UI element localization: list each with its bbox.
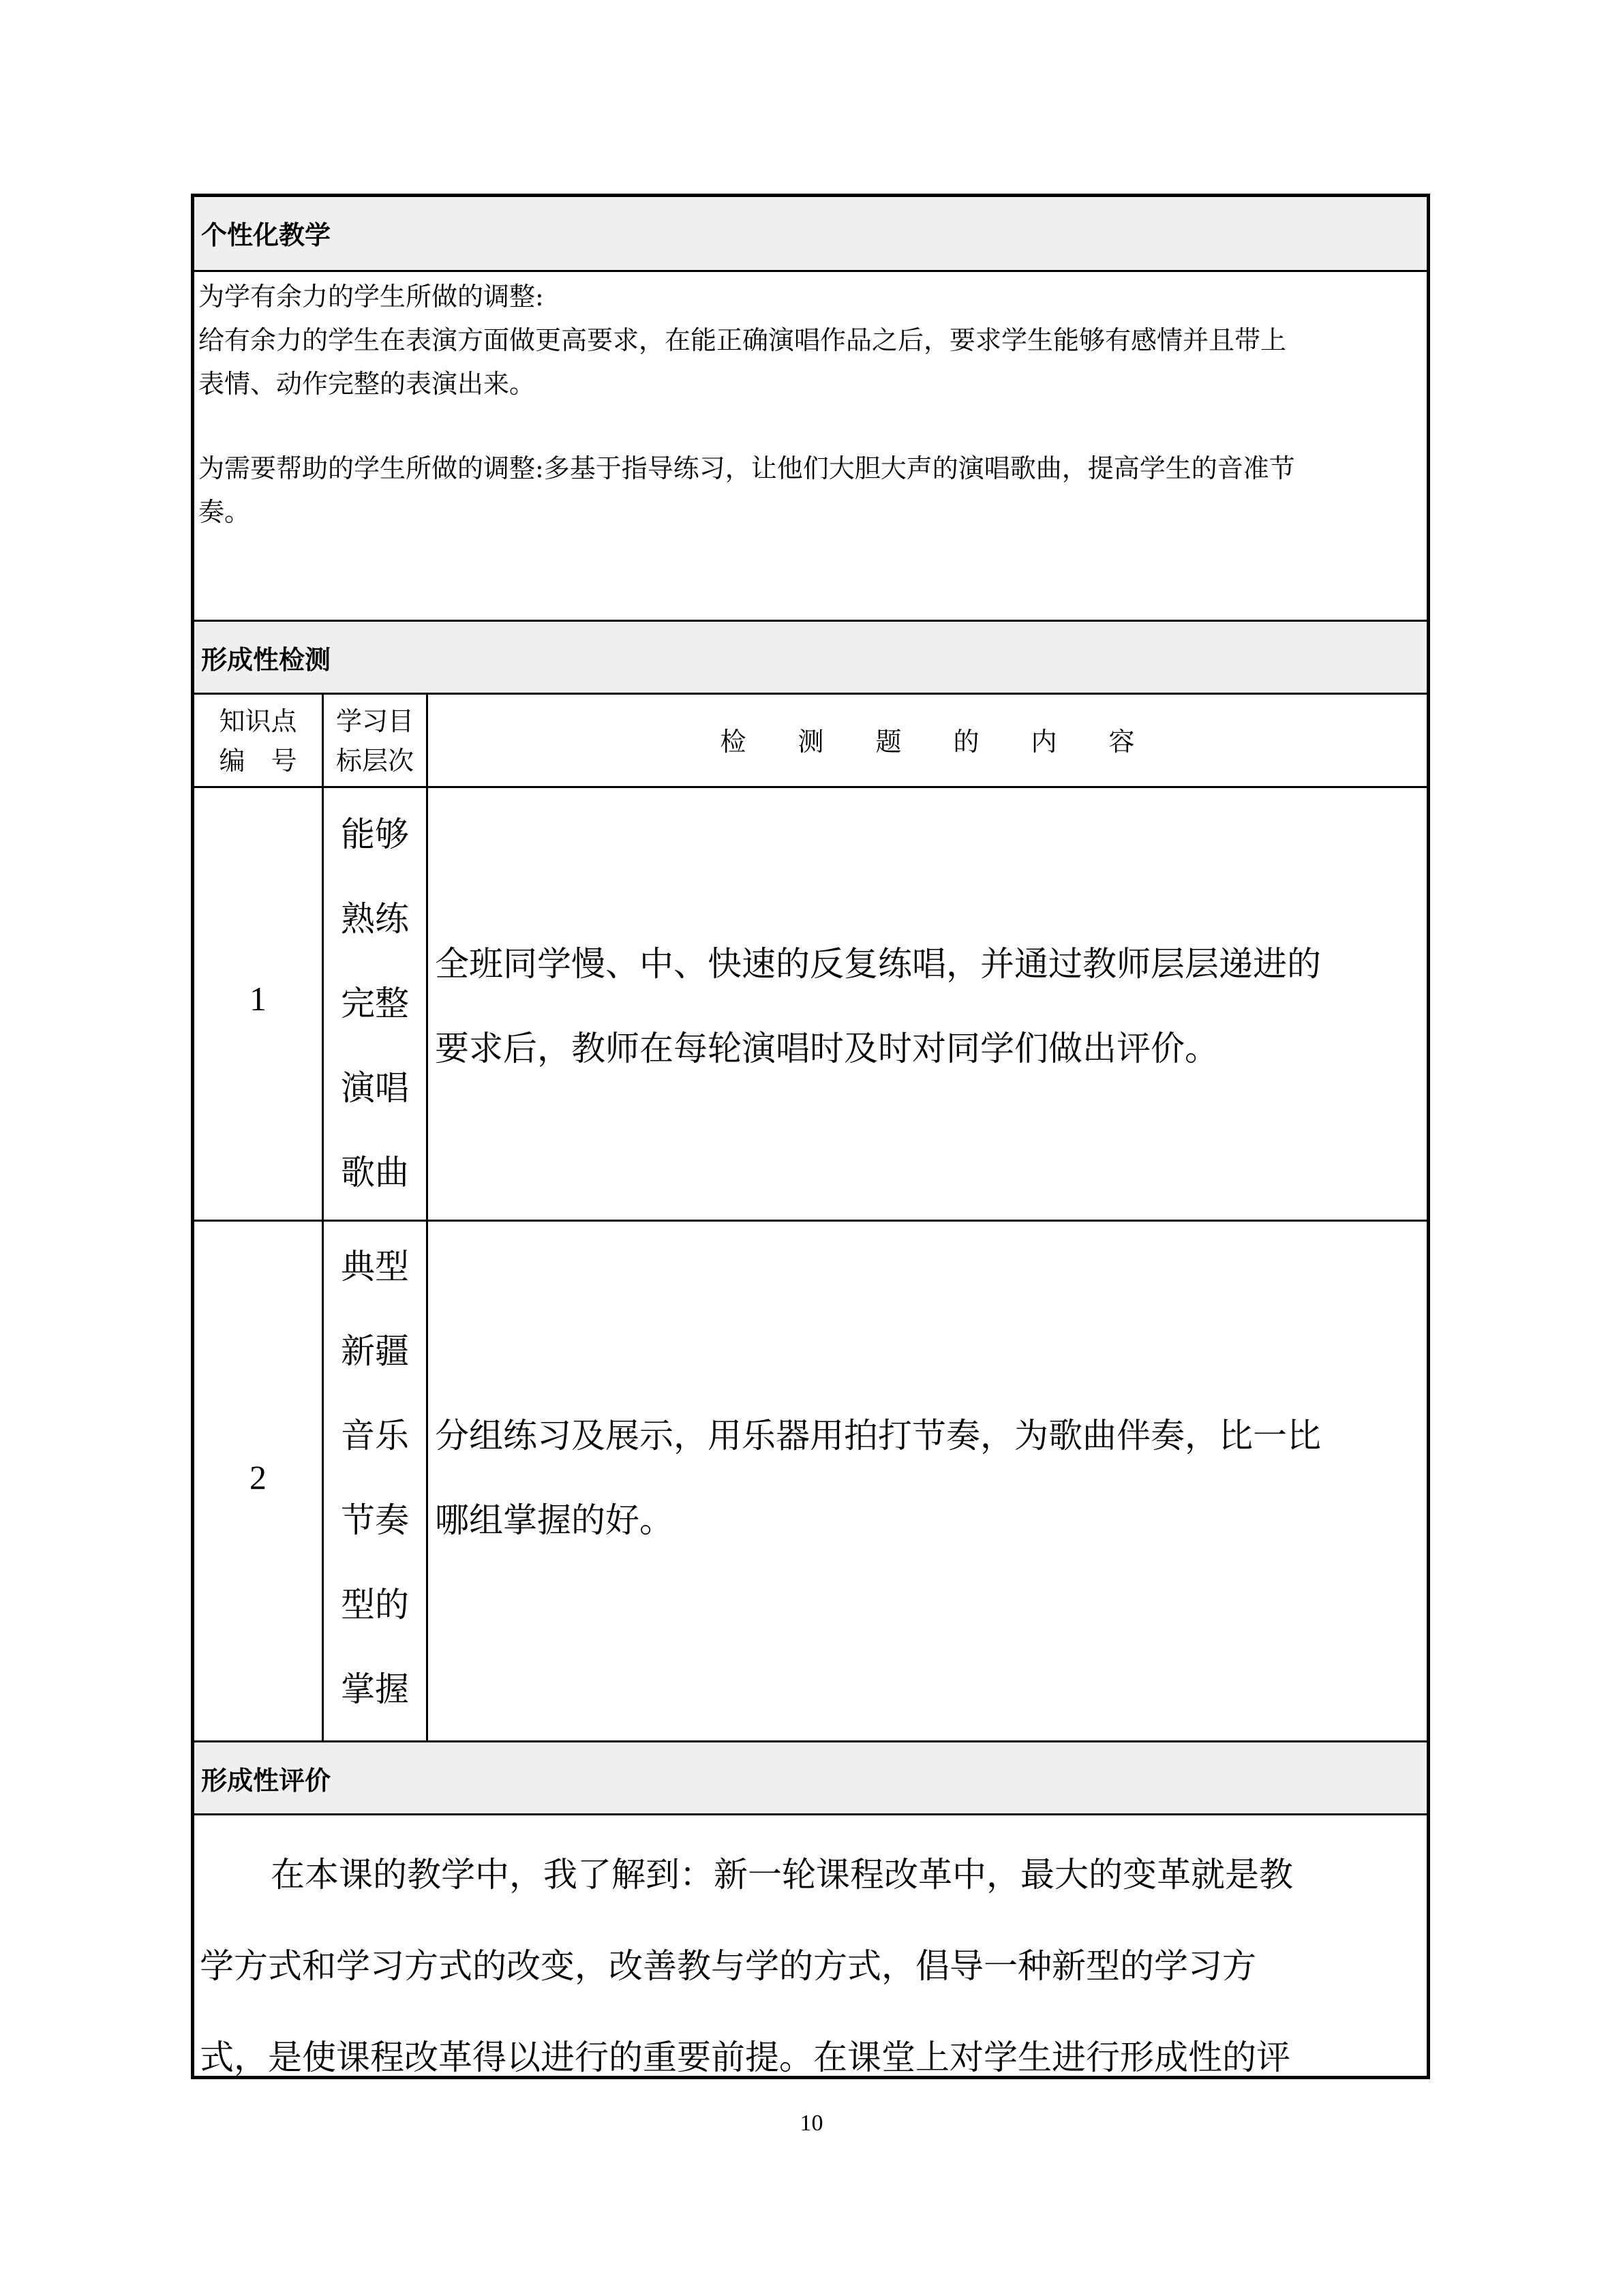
content-text: 全班同学慢、中、快速的反复练唱，并通过教师层层递进的 xyxy=(435,944,1321,984)
personalized-line: 奏。 xyxy=(198,497,251,527)
personalized-body xyxy=(194,272,1427,622)
section-title-personalized: 个性化教学 xyxy=(201,220,331,250)
row-number: 2 xyxy=(249,1458,267,1496)
header-cell-objective-level xyxy=(324,695,428,786)
row-content-cell xyxy=(428,1222,1427,1740)
row-number-cell xyxy=(194,1222,324,1740)
section-header-formative-eval xyxy=(194,1742,1427,1815)
eval-text-line: 在本课的教学中，我了解到：新一轮课程改革中，最大的变革就是教 xyxy=(271,1855,1293,1894)
row-number-cell xyxy=(194,788,324,1220)
section-title-formative-test: 形成性检测 xyxy=(201,645,331,675)
formative-eval-body xyxy=(194,1815,1427,2076)
personalized-line: 给有余力的学生在表演方面做更高要求，在能正确演唱作品之后，要求学生能够有感情并且带上 xyxy=(198,325,1287,355)
objective-text: 新疆 xyxy=(341,1331,409,1371)
objective-text: 典型 xyxy=(341,1247,409,1286)
objective-text: 型的 xyxy=(341,1585,409,1625)
row-objective-cell xyxy=(324,788,428,1220)
section-header-formative-test xyxy=(194,622,1427,695)
lesson-plan-table xyxy=(191,194,1430,2079)
test-table-header-row xyxy=(194,695,1427,788)
section-title-formative-eval: 形成性评价 xyxy=(201,1766,331,1796)
objective-text: 完整 xyxy=(341,984,409,1023)
header-cell-knowledge-number xyxy=(194,695,324,786)
header-cell-test-content xyxy=(428,695,1427,786)
personalized-line: 为学有余力的学生所做的调整: xyxy=(198,282,544,312)
header-text: 知识点 xyxy=(219,706,297,736)
objective-text: 音乐 xyxy=(341,1416,409,1455)
row-number: 1 xyxy=(249,980,267,1018)
objective-text: 能够 xyxy=(341,815,409,854)
content-text: 哪组掌握的好。 xyxy=(435,1500,673,1540)
objective-text: 掌握 xyxy=(341,1670,409,1709)
section-header-personalized xyxy=(194,197,1427,272)
page-number: 10 xyxy=(800,2111,823,2136)
table-row xyxy=(194,1222,1427,1742)
objective-text: 节奏 xyxy=(341,1500,409,1540)
row-objective-cell xyxy=(324,1222,428,1740)
personalized-line: 表情、动作完整的表演出来。 xyxy=(198,369,536,399)
header-text: 编 号 xyxy=(219,746,297,776)
eval-text-line: 式，是使课程改革得以进行的重要前提。在课堂上对学生进行形成性的评 xyxy=(200,2038,1290,2077)
objective-text: 熟练 xyxy=(341,899,409,939)
objective-text: 演唱 xyxy=(341,1068,409,1108)
header-text: 学习目 xyxy=(335,706,414,736)
table-row xyxy=(194,788,1427,1222)
personalized-line: 为需要帮助的学生所做的调整:多基于指导练习，让他们大胆大声的演唱歌曲，提高学生的音准节 xyxy=(198,453,1295,483)
header-text: 检 测 题 的 内 容 xyxy=(720,727,1135,757)
content-text: 分组练习及展示，用乐器用拍打节奏，为歌曲伴奏，比一比 xyxy=(435,1416,1321,1455)
row-content-cell xyxy=(428,788,1427,1220)
objective-text: 歌曲 xyxy=(341,1153,409,1192)
eval-text-line: 学方式和学习方式的改变，改善教与学的方式，倡导一种新型的学习方 xyxy=(200,1946,1256,1986)
header-text: 标层次 xyxy=(335,746,414,776)
content-text: 要求后，教师在每轮演唱时及时对同学们做出评价。 xyxy=(435,1029,1219,1068)
